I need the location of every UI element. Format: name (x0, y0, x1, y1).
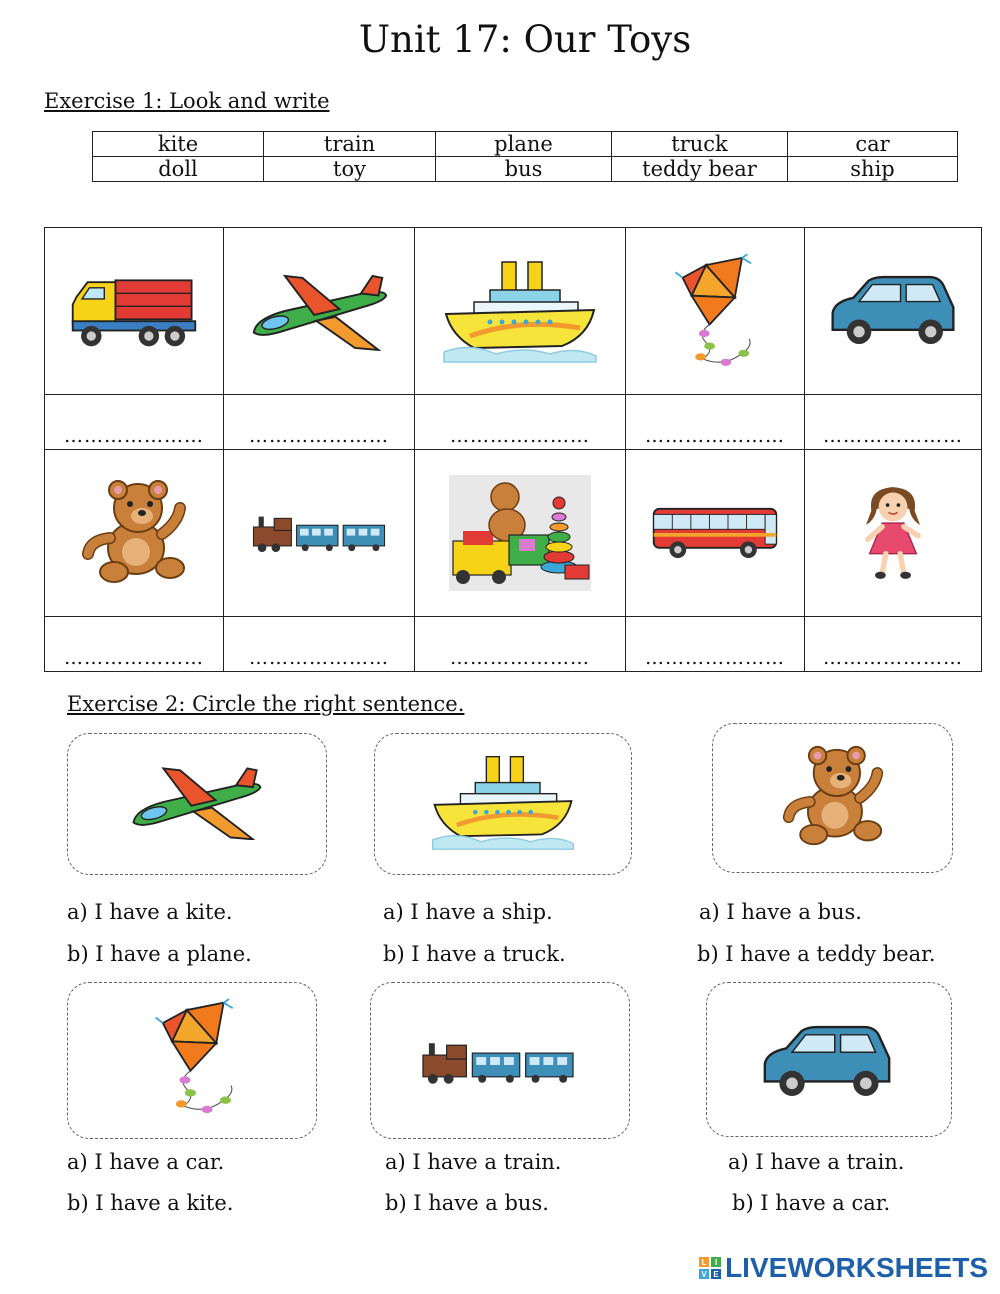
option-a[interactable]: a) I have a train. (385, 1150, 562, 1174)
answer-cell[interactable] (805, 395, 982, 450)
option-a[interactable]: a) I have a ship. (383, 900, 553, 924)
plane-picture (126, 764, 266, 840)
option-a[interactable]: a) I have a car. (67, 1150, 225, 1174)
answer-blank[interactable]: ………………… (249, 425, 389, 447)
exercise-1-heading: Exercise 1: Look and write (44, 89, 330, 113)
teddy-bear-picture (775, 744, 891, 850)
word-bank-cell: ship (788, 157, 958, 182)
liveworksheets-logo[interactable] (699, 1252, 988, 1284)
car-picture (827, 273, 959, 349)
answer-cell[interactable] (626, 395, 805, 450)
truck-picture (69, 269, 199, 353)
picture-grid (44, 227, 982, 672)
picture-card (67, 733, 327, 875)
page-title: Unit 17: Our Toys (358, 18, 692, 61)
answer-cell[interactable] (45, 617, 224, 672)
word-bank-cell: toy (264, 157, 436, 182)
train-picture (419, 1037, 577, 1087)
word-bank-cell: bus (436, 157, 612, 182)
teddy-bear-picture (73, 478, 195, 588)
answer-cell[interactable] (224, 395, 415, 450)
plane-picture (246, 271, 392, 351)
option-a[interactable]: a) I have a kite. (67, 900, 233, 924)
picture-card (67, 982, 317, 1139)
picture-cell (805, 450, 982, 617)
answer-blank[interactable]: ………………… (645, 425, 785, 447)
ship-picture (429, 750, 577, 854)
answer-cell[interactable] (626, 617, 805, 672)
picture-cell (626, 450, 805, 617)
picture-card (370, 982, 630, 1139)
word-bank-cell: kite (93, 132, 264, 157)
answer-blank[interactable]: ………………… (823, 425, 963, 447)
liveworksheets-icon: L I V E (699, 1257, 721, 1279)
word-bank-cell: teddy bear (612, 157, 788, 182)
answer-blank[interactable]: ………………… (64, 647, 204, 669)
doll-picture (857, 481, 929, 585)
picture-cell (415, 450, 626, 617)
answer-cell[interactable] (415, 395, 626, 450)
picture-cell (224, 228, 415, 395)
answer-cell[interactable] (224, 617, 415, 672)
train-picture (250, 511, 388, 555)
picture-card (706, 982, 952, 1137)
picture-cell (626, 228, 805, 395)
answer-cell[interactable] (415, 617, 626, 672)
picture-cell (415, 228, 626, 395)
picture-cell (805, 228, 982, 395)
answer-blank[interactable]: ………………… (823, 647, 963, 669)
kite-picture (150, 997, 242, 1117)
option-a[interactable]: a) I have a bus. (699, 900, 862, 924)
option-b[interactable]: b) I have a truck. (383, 942, 566, 966)
option-b[interactable]: b) I have a kite. (67, 1191, 234, 1215)
word-bank-cell: doll (93, 157, 264, 182)
toys-picture (449, 475, 591, 591)
picture-card (374, 733, 632, 875)
picture-cell (45, 450, 224, 617)
car-picture (759, 1023, 895, 1101)
picture-card (712, 723, 953, 873)
ship-picture (440, 256, 600, 366)
option-b[interactable]: b) I have a plane. (67, 942, 252, 966)
picture-cell (224, 450, 415, 617)
answer-blank[interactable]: ………………… (64, 425, 204, 447)
option-b[interactable]: b) I have a bus. (385, 1191, 549, 1215)
word-bank-cell: plane (436, 132, 612, 157)
word-bank-cell: car (788, 132, 958, 157)
answer-blank[interactable]: ………………… (645, 647, 785, 669)
answer-blank[interactable]: ………………… (450, 425, 590, 447)
word-bank (92, 131, 958, 182)
answer-cell[interactable] (805, 617, 982, 672)
kite-picture (670, 252, 760, 370)
answer-blank[interactable]: ………………… (249, 647, 389, 669)
option-b[interactable]: b) I have a teddy bear. (697, 942, 936, 966)
exercise-2-heading: Exercise 2: Circle the right sentence. (67, 692, 465, 716)
bus-picture (650, 505, 780, 561)
brand-name: LIVEWORKSHEETS (725, 1252, 988, 1283)
answer-blank[interactable]: ………………… (450, 647, 590, 669)
option-a[interactable]: a) I have a train. (728, 1150, 905, 1174)
picture-cell (45, 228, 224, 395)
answer-cell[interactable] (45, 395, 224, 450)
option-b[interactable]: b) I have a car. (732, 1191, 891, 1215)
word-bank-cell: train (264, 132, 436, 157)
word-bank-cell: truck (612, 132, 788, 157)
